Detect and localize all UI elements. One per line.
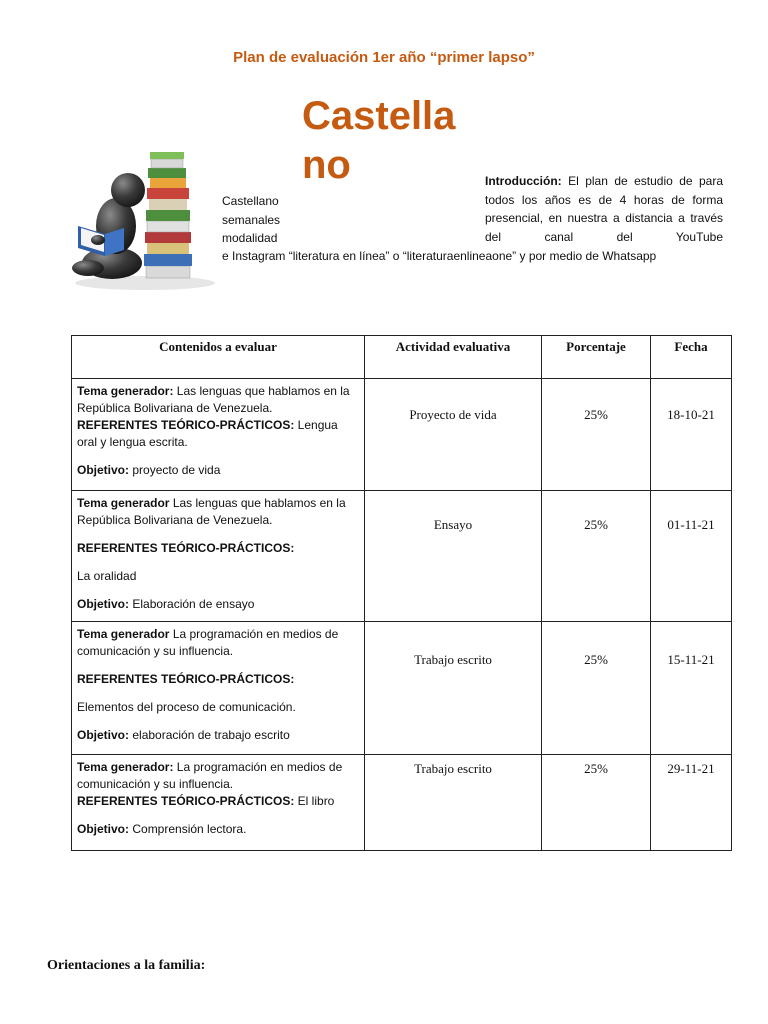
tema-text: La programación en medios de comunicación y su influencia.	[77, 627, 339, 658]
objetivo-text: Comprensión lectora.	[129, 822, 247, 836]
tema-label: Tema generador:	[77, 384, 174, 398]
contenido-cell	[72, 491, 365, 622]
introduction-tail: e Instagram “literatura en línea” o “literaturaenlineaone” y por medio de Whatsapp	[222, 249, 657, 263]
table-row	[72, 755, 732, 851]
tema-label: Tema generador:	[77, 760, 174, 774]
header-fecha: Fecha	[651, 336, 732, 379]
tema-text: La programación en medios de comunicación y su influencia.	[77, 760, 343, 791]
actividad-cell: Trabajo escrito	[365, 622, 542, 755]
contenido-cell	[72, 755, 365, 851]
tema-label: Tema generador	[77, 496, 170, 510]
introduction-paragraph	[485, 172, 723, 246]
objetivo-text: proyecto de vida	[129, 463, 221, 477]
header-contenidos: Contenidos a evaluar	[72, 336, 365, 379]
person-reading-books-icon	[50, 148, 220, 293]
objetivo-label: Objetivo:	[77, 463, 130, 477]
referentes-label: REFERENTES TEÓRICO-PRÁCTICOS:	[77, 541, 295, 555]
objetivo-text: Elaboración de ensayo	[129, 597, 255, 611]
objetivo-label: Objetivo:	[77, 597, 130, 611]
referentes-label: REFERENTES TEÓRICO-PRÁCTICOS:	[77, 418, 295, 432]
intro-left-word: modalidad	[222, 231, 278, 245]
header-actividad: Actividad evaluativa	[365, 336, 542, 379]
porcentaje-cell: 25%	[542, 755, 651, 851]
tema-text: Las lenguas que hablamos en la República Bolivariana de Venezuela.	[77, 384, 350, 415]
plan-title: Plan de evaluación 1er año “primer lapso”	[233, 49, 535, 66]
objetivo-text: elaboración de trabajo escrito	[129, 728, 290, 742]
porcentaje-cell: 25%	[542, 622, 651, 755]
subject-title-line1: Castella	[302, 94, 456, 138]
referentes-label: REFERENTES TEÓRICO-PRÁCTICOS:	[77, 672, 295, 686]
intro-left-column	[222, 192, 280, 248]
introduction-label: Introducción:	[485, 174, 562, 188]
evaluation-table	[71, 335, 732, 851]
subject-title	[302, 92, 462, 190]
referentes-text: Lengua oral y lengua escrita.	[77, 418, 338, 449]
orientation-heading: Orientaciones a la familia:	[47, 958, 206, 973]
fecha-cell: 01-11-21	[651, 491, 732, 622]
header-porcentaje: Porcentaje	[542, 336, 651, 379]
referentes-text: La oralidad	[77, 569, 137, 583]
actividad-cell: Proyecto de vida	[365, 379, 542, 491]
referentes-text: Elementos del proceso de comunicación.	[77, 700, 296, 714]
objetivo-label: Objetivo:	[77, 822, 130, 836]
intro-left-word: semanales	[222, 212, 281, 227]
subject-title-line2: no	[302, 142, 351, 187]
porcentaje-cell: 25%	[542, 491, 651, 622]
fecha-cell: 29-11-21	[651, 755, 732, 851]
contenido-cell	[72, 622, 365, 755]
table-row	[72, 491, 732, 622]
tema-text: Las lenguas que hablamos en la República Bolivariana de Venezuela.	[77, 496, 346, 527]
porcentaje-cell: 25%	[542, 379, 651, 491]
fecha-cell: 18-10-21	[651, 379, 732, 491]
contenido-cell	[72, 379, 365, 491]
actividad-cell: Trabajo escrito	[365, 755, 542, 851]
fecha-cell: 15-11-21	[651, 622, 732, 755]
tema-label: Tema generador	[77, 627, 170, 641]
table-row	[72, 379, 732, 491]
intro-left-word: Castellano	[222, 194, 279, 208]
actividad-cell: Ensayo	[365, 491, 542, 622]
referentes-label: REFERENTES TEÓRICO-PRÁCTICOS:	[77, 794, 295, 808]
introduction-text: El plan de estudio de para todos los años es de 4 horas de forma presencial, en nuestra a distancia a través del canal del YouTube	[485, 174, 724, 244]
table-header-row	[72, 336, 732, 379]
objetivo-label: Objetivo:	[77, 728, 130, 742]
referentes-text: El libro	[294, 794, 335, 808]
table-row	[72, 622, 732, 755]
